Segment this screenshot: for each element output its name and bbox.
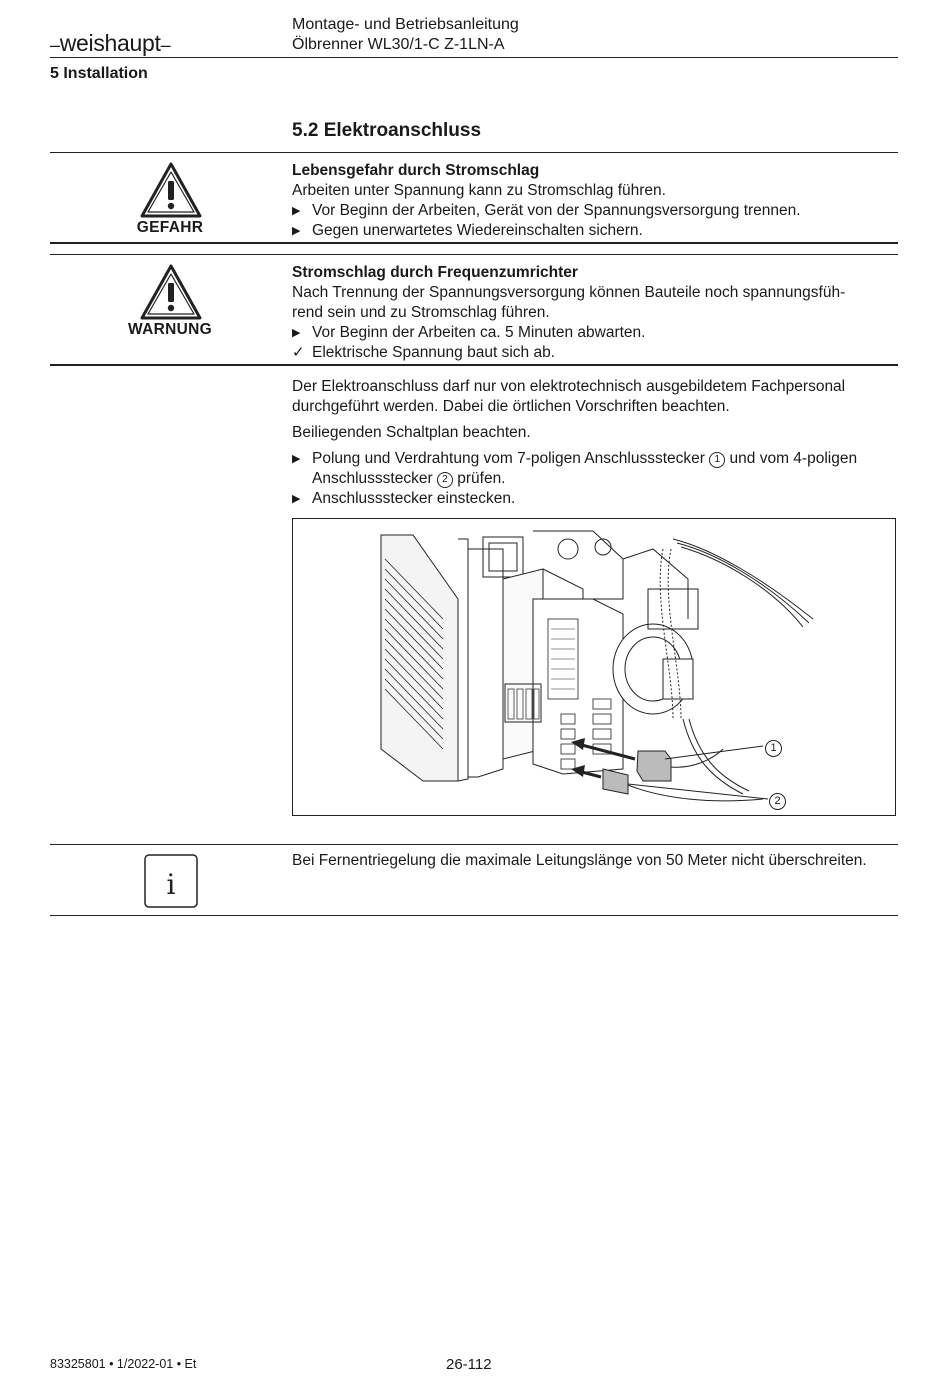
signal-word-gefahr: GEFAHR <box>136 219 204 236</box>
step-arrow-icon: ▶ <box>292 327 301 339</box>
step-check-polarity: ▶ Polung und Verdrahtung vom 7-poligen Anschlussstecker 1 und vom 4-poligen Anschlussstecker 2 prüfen. <box>292 450 858 487</box>
brand-name: weishaupt <box>59 30 161 56</box>
connector-illustration <box>292 518 896 816</box>
warning-2-result: ✓ Elektrische Spannung baut sich ab. <box>292 344 555 361</box>
warning-2-title: Stromschlag durch Frequenzumrichter <box>292 264 578 281</box>
info-bottom-rule <box>50 915 898 916</box>
warning-2-description-line1: Nach Trennung der Spannungsversorgung können Bauteile noch spannungsfüh- <box>292 284 846 301</box>
paragraph-qualification: Der Elektroanschluss darf nur von elektrotechnisch ausgebildetem Fachpersonal durchgeführt werden. Dabei die örtlichen Vorschriften beachten. <box>292 378 846 415</box>
warning-1-description: Arbeiten unter Spannung kann zu Stromschlag führen. <box>292 182 666 199</box>
document-title <box>292 15 519 55</box>
signal-word-warnung: WARNUNG <box>128 321 212 338</box>
warning-2-bottom-rule <box>50 364 898 366</box>
section-heading: 5.2 Elektroanschluss <box>292 120 482 141</box>
step-arrow-icon: ▶ <box>292 453 301 465</box>
callout-ref-1: 1 <box>709 452 725 468</box>
burner-wiring-drawing <box>293 519 896 816</box>
document-title-line2: Ölbrenner WL30/1-C Z-1LN-A <box>292 36 505 53</box>
step-arrow-icon: ▶ <box>292 205 301 217</box>
callout-ref-2: 2 <box>437 472 453 488</box>
info-text: Bei Fernentriegelung die maximale Leitungslänge von 50 Meter nicht überschreiten. <box>292 852 867 869</box>
info-icon <box>144 854 198 908</box>
callout-1: 1 <box>765 739 782 757</box>
warning-triangle-icon <box>139 263 203 321</box>
checkmark-icon: ✓ <box>292 344 305 361</box>
info-top-rule <box>50 844 898 845</box>
warning-2-top-rule <box>50 254 898 255</box>
body-text <box>292 377 902 509</box>
warning-1-step: ▶ Vor Beginn der Arbeiten, Gerät von der Spannungsversorgung trennen. <box>292 202 801 219</box>
warning-triangle-icon <box>139 161 203 219</box>
warning-1-bottom-rule <box>50 242 898 244</box>
callout-2: 2 <box>769 792 786 810</box>
warning-2-description-line2: rend sein und zu Stromschlag führen. <box>292 304 550 321</box>
warning-1-title: Lebensgefahr durch Stromschlag <box>292 162 540 179</box>
warning-1-text <box>292 161 902 241</box>
footer-doc-number: 83325801 • 1/2022-01 • Et <box>50 1357 197 1371</box>
paragraph-wiring-diagram: Beiliegenden Schaltplan beachten. <box>292 424 531 441</box>
step-arrow-icon: ▶ <box>292 493 301 505</box>
section-label: 5 Installation <box>50 65 148 82</box>
warning-2-step: ▶ Vor Beginn der Arbeiten ca. 5 Minuten abwarten. <box>292 324 646 341</box>
footer-page-number: 26-112 <box>446 1356 492 1373</box>
svg-text:i: i <box>166 868 176 901</box>
step-insert-plug: ▶ Anschlussstecker einstecken. <box>292 490 516 507</box>
warning-2-text <box>292 263 902 363</box>
warning-1-step: ▶ Gegen unerwartetes Wiedereinschalten sichern. <box>292 222 643 239</box>
brand-logo: –weishaupt– <box>50 30 171 56</box>
step-arrow-icon: ▶ <box>292 225 301 237</box>
document-title-line1: Montage- und Betriebsanleitung <box>292 16 519 33</box>
header-rule <box>50 57 898 58</box>
warning-1-top-rule <box>50 152 898 153</box>
